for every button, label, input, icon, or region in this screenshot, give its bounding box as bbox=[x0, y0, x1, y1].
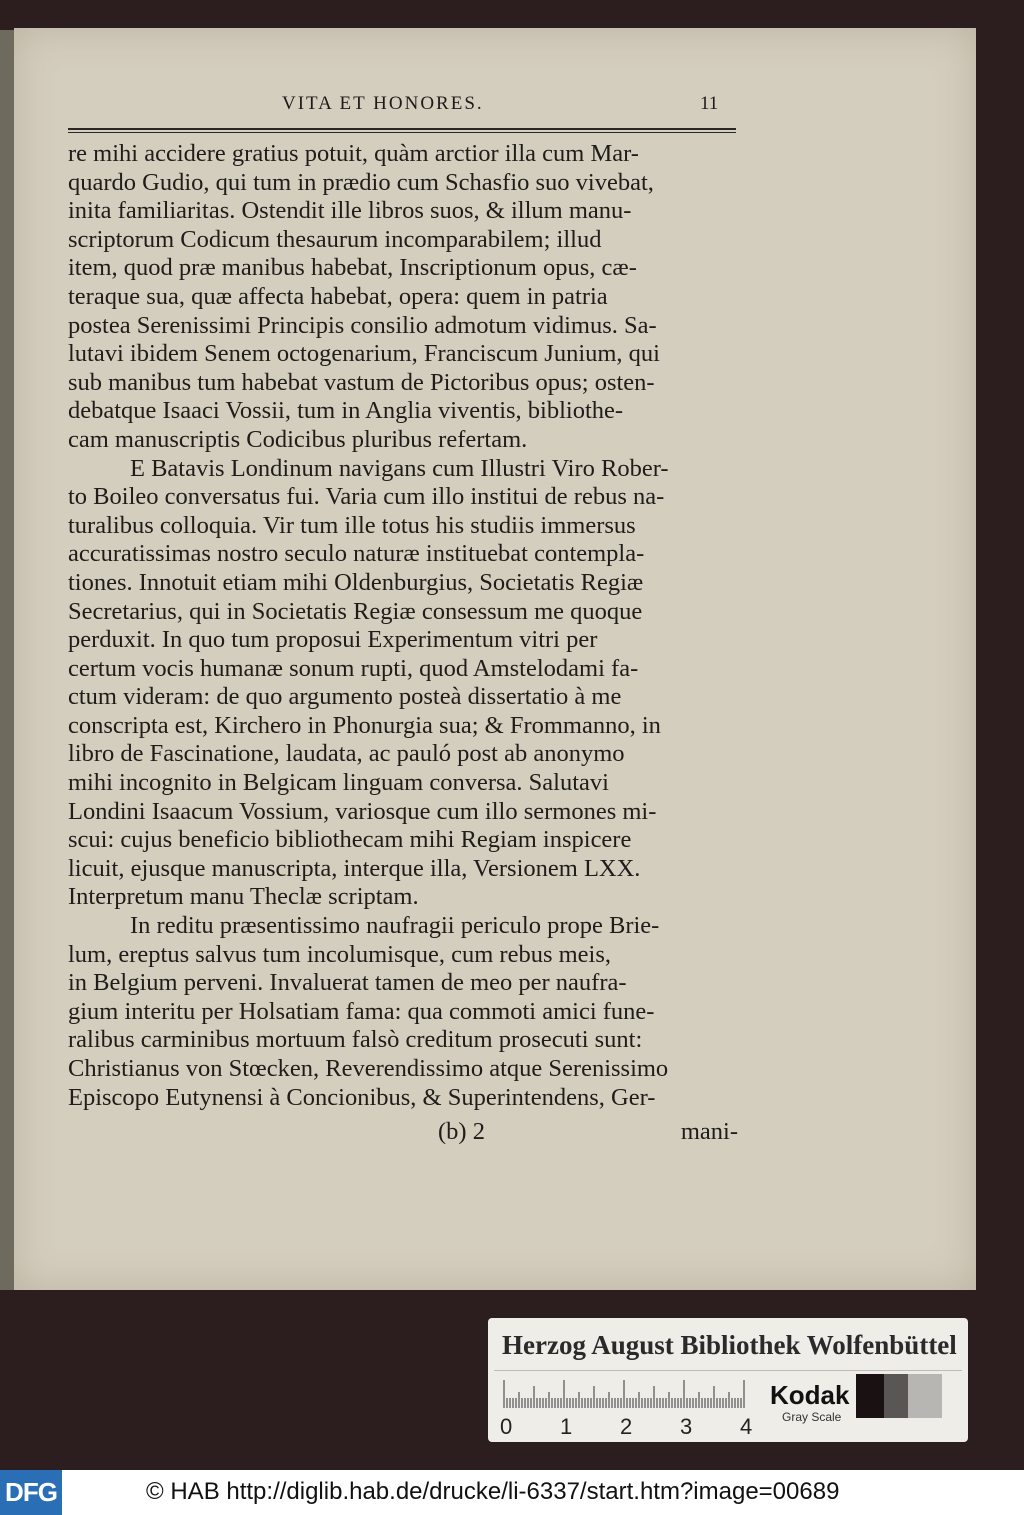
text-line: tiones. Innotuit etiam mihi Oldenburgius, Societatis Regiæ bbox=[68, 568, 644, 596]
text-line: sub manibus tum habebat vastum de Pictoribus opus; osten- bbox=[68, 368, 655, 396]
text-line: re mihi accidere gratius potuit, quàm arctior illa cum Mar- bbox=[68, 140, 639, 167]
text-line: lum, ereptus salvus tum incolumisque, cum rebus meis, bbox=[68, 940, 612, 968]
library-label bbox=[488, 1318, 968, 1442]
text-line: accuratissimas nostro seculo naturæ instituebat contempla- bbox=[68, 540, 645, 568]
header-rule bbox=[68, 128, 736, 130]
text-line: inita familiaritas. Ostendit ille libros suos, & illum manu- bbox=[68, 197, 632, 225]
ruler-icon bbox=[502, 1378, 752, 1408]
text-line: In reditu præsentissimo naufragii periculo prope Brie- bbox=[130, 912, 660, 940]
text-line: scriptorum Codicum thesaurum incomparabilem; illud bbox=[68, 225, 602, 253]
signature-mark: (b) 2 bbox=[438, 1118, 485, 1145]
text-line: ctum videram: de quo argumento posteà dissertatio à me bbox=[68, 683, 622, 711]
running-head: VITA ET HONORES. bbox=[282, 93, 484, 114]
text-line: ralibus carminibus mortuum falsò creditum prosecuti sunt: bbox=[68, 1026, 643, 1054]
text-line: Londini Isaacum Vossium, variosque cum illo sermones mi- bbox=[68, 797, 657, 825]
text-line: gium interitu per Holsatiam fama: qua commoti amici fune- bbox=[68, 997, 655, 1025]
page-number: 11 bbox=[700, 93, 719, 114]
text-line: E Batavis Londinum navigans cum Illustri Viro Rober- bbox=[130, 454, 669, 482]
text-line: turalibus colloquia. Vir tum ille totus his studiis immersus bbox=[68, 511, 636, 539]
footer bbox=[0, 1470, 1024, 1515]
text-line: cam manuscriptis Codicibus pluribus refertam. bbox=[68, 425, 528, 453]
kodak-logo: Kodak bbox=[770, 1380, 850, 1410]
text-line: certum vocis humanæ sonum rupti, quod Amstelodami fa- bbox=[68, 654, 639, 682]
text-line: Secretarius, qui in Societatis Regiæ consessum me quoque bbox=[68, 597, 643, 625]
gray-swatch-black bbox=[856, 1374, 884, 1418]
text-line: libro de Fascinatione, laudata, ac pauló post ab anonymo bbox=[68, 740, 625, 768]
text-line: Christianus von Stœcken, Reverendissimo atque Serenissimo bbox=[68, 1055, 669, 1082]
gray-swatch-dark bbox=[884, 1374, 908, 1418]
ruler-number: 1 bbox=[560, 1414, 573, 1439]
catchline bbox=[68, 1118, 738, 1148]
text-line: in Belgium perveni. Invaluerat tamen de meo per naufra- bbox=[68, 969, 627, 997]
ruler-number: 4 bbox=[740, 1414, 753, 1439]
gray-swatch-mid bbox=[908, 1374, 942, 1418]
text-line: licuit, ejusque manuscripta, interque illa, Versionem LXX. bbox=[68, 854, 641, 882]
catchword: mani- bbox=[680, 1118, 738, 1145]
text-line: perduxit. In quo tum proposui Experimentum vitri per bbox=[68, 626, 598, 654]
text-line: quardo Gudio, qui tum in prædio cum Schasfio suo vivebat, bbox=[68, 168, 654, 196]
text-line: to Boileo conversatus fui. Varia cum illo institui de rebus na- bbox=[68, 483, 665, 511]
dfg-logo: DFG bbox=[0, 1470, 62, 1515]
ruler-number: 3 bbox=[680, 1414, 693, 1439]
footer-credit: © HAB http://diglib.hab.de/drucke/li-6337/start.htm?image=00689 bbox=[146, 1478, 840, 1505]
text-line: teraque sua, quæ affecta habebat, opera: quem in patria bbox=[68, 282, 608, 310]
label-divider bbox=[494, 1370, 962, 1371]
library-name: Herzog August Bibliothek Wolfenbüttel bbox=[502, 1330, 957, 1360]
text-line: item, quod præ manibus habebat, Inscriptionum opus, cæ- bbox=[68, 254, 637, 282]
ruler-number: 2 bbox=[620, 1414, 633, 1439]
text-line: conscripta est, Kirchero in Phonurgia sua; & Frommanno, in bbox=[68, 711, 661, 739]
body-text bbox=[68, 140, 738, 1112]
text-line: Interpretum manu Theclæ scriptam. bbox=[68, 883, 419, 911]
gray-scale-label: Gray Scale bbox=[782, 1410, 842, 1424]
text-line: mihi incognito in Belgicam linguam conversa. Salutavi bbox=[68, 769, 609, 797]
ruler-number: 0 bbox=[500, 1414, 513, 1439]
text-line: lutavi ibidem Senem octogenarium, Franciscum Junium, qui bbox=[68, 340, 660, 368]
text-line: debatque Isaaci Vossii, tum in Anglia viventis, bibliothe- bbox=[68, 397, 624, 425]
header-rule-thin bbox=[68, 132, 736, 133]
text-line: postea Serenissimi Principis consilio admotum vidimus. Sa- bbox=[68, 311, 657, 339]
text-line: scui: cujus beneficio bibliothecam mihi Regiam inspicere bbox=[68, 826, 632, 854]
text-line: Episcopo Eutynensi à Concionibus, & Superintendens, Ger- bbox=[68, 1083, 656, 1111]
